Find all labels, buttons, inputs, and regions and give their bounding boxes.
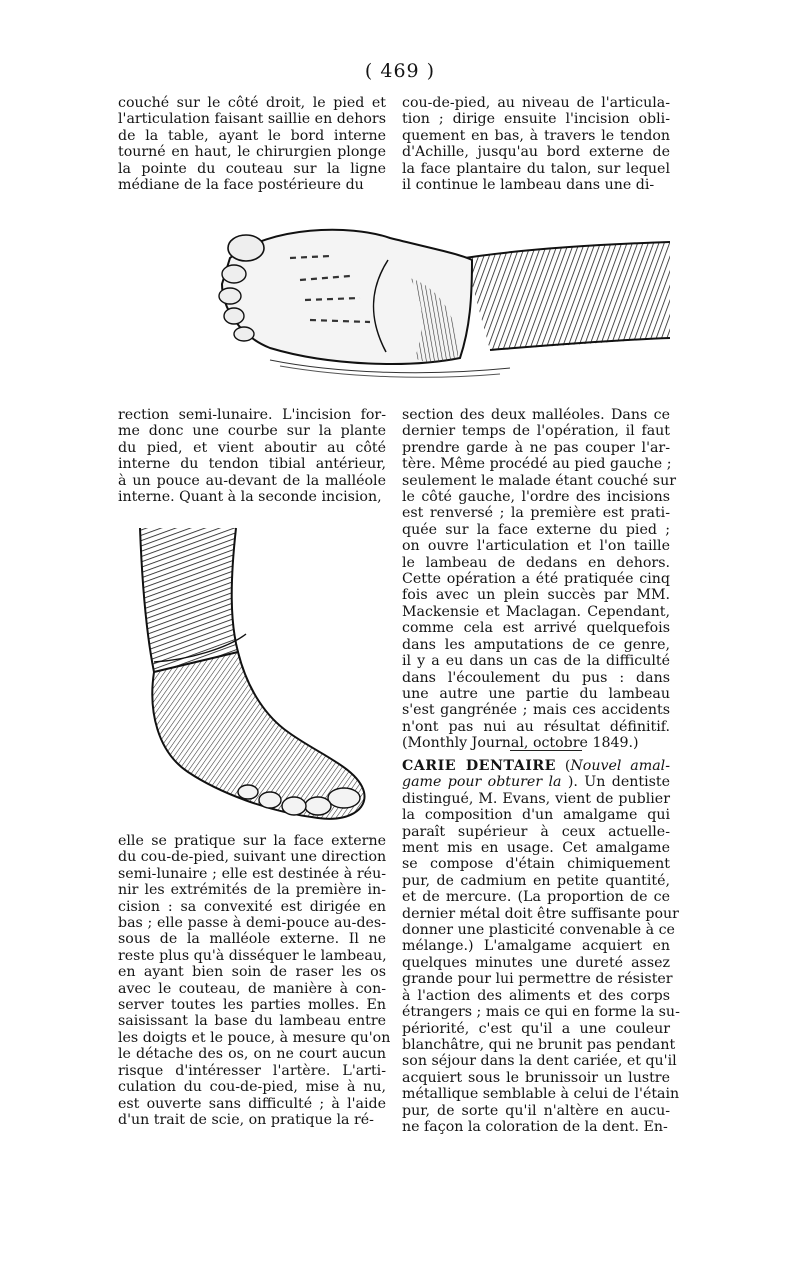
text-line: dans l'écoulement du pus : dans	[402, 669, 670, 686]
article-title: CARIE DENTAIRE	[402, 758, 556, 774]
text-line: périorité, c'est qu'il a une couleur	[402, 1020, 670, 1037]
text-line: blanchâtre, qui ne brunit pas pendant	[402, 1036, 676, 1053]
text-line: (Monthly Journal, octobre 1849.)	[402, 735, 639, 752]
article-subtitle-italic-1: Nouvel amal-	[570, 758, 670, 774]
text-line: à l'action des aliments et des corps	[402, 987, 670, 1004]
text-line: section des deux malléoles. Dans ce	[402, 407, 670, 423]
text-line: le côté gauche, l'ordre des incisions	[402, 489, 670, 506]
text-line: du cou-de-pied, suivant une direction	[118, 849, 387, 866]
text-line: distingué, M. Evans, vient de publier	[402, 790, 670, 807]
section-divider-rule	[510, 750, 582, 751]
page-number: ( 469 )	[364, 60, 436, 82]
text-line: est ouverte sans difficulté ; à l'aide	[118, 1095, 386, 1112]
text-line: quelques minutes une dureté assez	[402, 954, 670, 971]
text-line: quée sur la face externe du pied ;	[402, 521, 670, 538]
text-line: étrangers ; mais ce qui en forme la su-	[402, 1004, 680, 1021]
text-line: sous de la malléole externe. Il ne	[118, 931, 386, 948]
text-line: risque d'intéresser l'artère. L'arti-	[118, 1062, 386, 1079]
text-line: la composition d'un amalgame qui	[402, 807, 670, 824]
text-line: l'articulation faisant saillie en dehors	[118, 111, 386, 128]
text-line: il continue le lambeau dans une di-	[402, 177, 655, 194]
text-line: server toutes les parties molles. En	[118, 997, 386, 1014]
text-line: d'un trait de scie, on pratique la ré-	[118, 1111, 374, 1128]
text-line: ment mis en usage. Cet amalgame	[402, 840, 670, 857]
text-line: la pointe du couteau sur la ligne	[118, 160, 386, 177]
text-line: tion ; dirige ensuite l'incision obli-	[402, 111, 670, 128]
text-line: rection semi-lunaire. L'incision for-	[118, 407, 386, 423]
text-line: de la table, ayant le bord interne	[118, 127, 386, 144]
text-line: se compose d'étain chimiquement	[402, 856, 670, 873]
text-line: interne du tendon tibial antérieur,	[118, 456, 386, 473]
article-subheading-line	[402, 774, 670, 790]
text-line: saisissant la base du lambeau entre	[118, 1013, 386, 1030]
text-line: prendre garde à ne pas couper l'ar-	[402, 439, 670, 456]
text-line: semi-lunaire ; elle est destinée à réu-	[118, 865, 386, 882]
text-line: en ayant bien soin de raser les os	[118, 964, 386, 981]
text-line: Cette opération a été pratiquée cinq	[402, 571, 670, 588]
text-line: les doigts et le pouce, à mesure qu'on	[118, 1029, 391, 1046]
column-left-bottom-text	[118, 833, 391, 1128]
text-line: fois avec un plein succès par MM.	[402, 587, 670, 604]
text-line: du pied, et vient aboutir au côté	[118, 439, 386, 456]
article-heading-line	[402, 758, 670, 774]
text-line: une autre une partie du lambeau	[402, 685, 670, 702]
text-line: mélange.) L'amalgame acquiert en	[402, 938, 670, 955]
text-line: dans les amputations de ce genre,	[402, 636, 670, 653]
article-subtitle-italic-2: game pour obturer la	[402, 774, 562, 791]
text-line: tourné en haut, le chirurgien plonge	[118, 144, 386, 161]
article-subtitle-open: (	[555, 758, 571, 774]
text-line: dernier temps de l'opération, il faut	[402, 423, 670, 440]
text-line: paraît supérieur à ceux actuelle-	[402, 823, 670, 840]
text-line: comme cela est arrivé quelquefois	[402, 620, 670, 637]
text-line: le détache des os, on ne court aucun	[118, 1046, 386, 1063]
text-line: Mackensie et Maclagan. Cependant,	[402, 603, 670, 620]
text-line: dernier métal doit être suffisante pour	[402, 905, 679, 922]
text-line: nir les extrémités de la première in-	[118, 882, 386, 899]
text-line: la face plantaire du talon, sur lequel	[402, 160, 670, 177]
text-line: pur, de sorte qu'il n'altère en aucu-	[402, 1102, 670, 1119]
text-line: il y a eu dans un cas de la difficulté	[402, 653, 670, 670]
article-carie-dentaire	[402, 758, 680, 1135]
text-line: interne. Quant à la seconde incision,	[118, 489, 382, 506]
text-line: est renversé ; la première est prati-	[402, 505, 670, 522]
text-line: on ouvre l'articulation et l'on taille	[402, 538, 670, 555]
text-line: acquiert sous le brunissoir un lustre	[402, 1069, 670, 1086]
column-left-middle-text	[118, 407, 386, 505]
text-line: elle se pratique sur la face externe	[118, 833, 386, 849]
text-line: et de mercure. (La proportion de ce	[402, 889, 670, 906]
text-line: s'est gangrénée ; mais ces accidents	[402, 702, 670, 719]
text-line: culation du cou-de-pied, mise à nu,	[118, 1079, 386, 1096]
foot-sole-engraving	[210, 218, 670, 393]
column-left-top-text	[118, 95, 386, 193]
column-right-middle-text	[402, 407, 677, 752]
text-line: à un pouce au-devant de la malléole	[118, 472, 386, 489]
column-right-top-text	[402, 95, 670, 193]
text-line: grande pour lui permettre de résister	[402, 971, 673, 988]
text-line: me donc une courbe sur la plante	[118, 423, 386, 440]
text-line: couché sur le côté droit, le pied et	[118, 95, 386, 111]
text-line: tère. Même procédé au pied gauche ;	[402, 456, 672, 473]
text-line: n'ont pas nui au résultat définitif.	[402, 718, 670, 735]
text-line: ne façon la coloration de la dent. En-	[402, 1118, 668, 1135]
text-line: bas ; elle passe à demi-pouce au-des-	[118, 915, 386, 932]
text-line: quement en bas, à travers le tendon	[402, 127, 670, 144]
article-subtitle-close: ). Un dentiste	[561, 774, 670, 791]
text-line: avec le couteau, de manière à con-	[118, 980, 386, 997]
text-line: cision : sa convexité est dirigée en	[118, 898, 386, 915]
article-body	[402, 790, 680, 1136]
text-line: donner une plasticité convenable à ce	[402, 922, 675, 939]
text-line: reste plus qu'à disséquer le lambeau,	[118, 947, 387, 964]
text-line: cou-de-pied, au niveau de l'articula-	[402, 95, 670, 111]
text-line: son séjour dans la dent cariée, et qu'il	[402, 1053, 677, 1070]
foot-side-engraving	[118, 522, 386, 828]
text-line: le lambeau de dedans en dehors.	[402, 554, 670, 571]
text-line: d'Achille, jusqu'au bord externe de	[402, 144, 670, 161]
text-line: pur, de cadmium en petite quantité,	[402, 872, 670, 889]
text-line: médiane de la face postérieure du	[118, 177, 364, 194]
text-line: métallique semblable à celui de l'étain	[402, 1086, 680, 1103]
text-line: seulement le malade étant couché sur	[402, 472, 677, 489]
